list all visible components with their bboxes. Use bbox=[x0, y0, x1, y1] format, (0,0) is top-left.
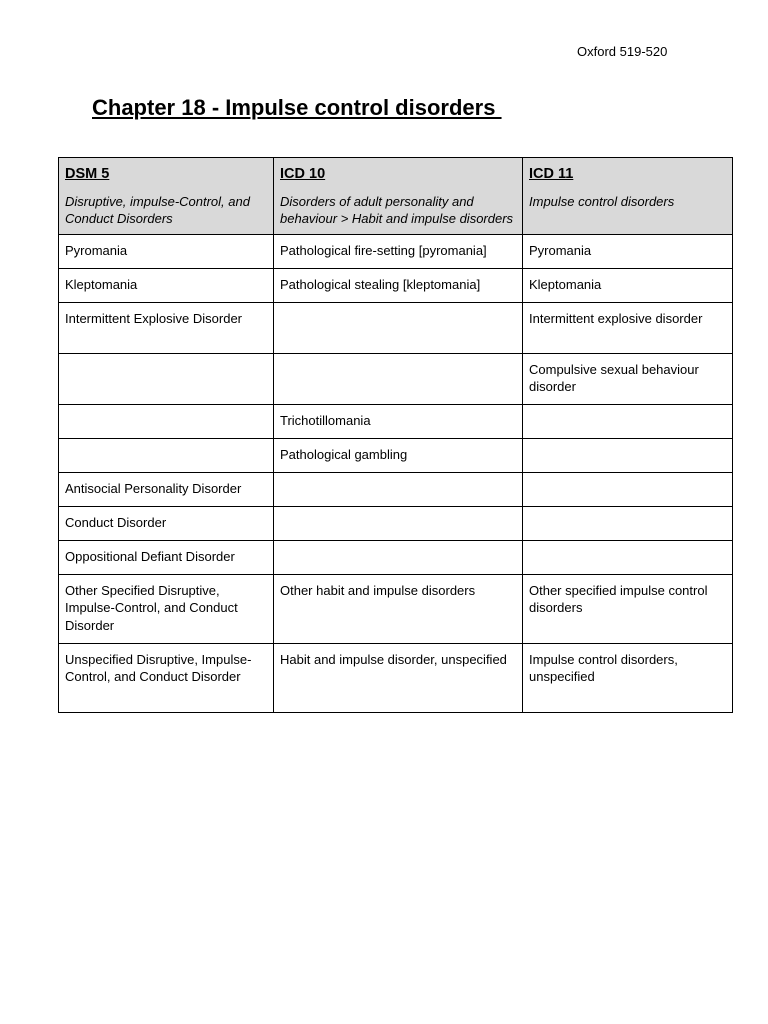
table-cell bbox=[59, 438, 274, 472]
table-cell: Oppositional Defiant Disorder bbox=[59, 540, 274, 574]
table-cell: Kleptomania bbox=[59, 268, 274, 302]
table-cell: Pyromania bbox=[59, 234, 274, 268]
header-cell-icd10 bbox=[274, 158, 523, 235]
table-row bbox=[59, 438, 733, 472]
table-cell: Unspecified Disruptive, Impulse-Control, and Conduct Disorder bbox=[59, 643, 274, 712]
column-subtitle: Disorders of adult personality and behaviour > Habit and impulse disorders bbox=[280, 193, 514, 226]
table-cell bbox=[523, 404, 733, 438]
header-cell-dsm5 bbox=[59, 158, 274, 235]
table-cell: Impulse control disorders, unspecified bbox=[523, 643, 733, 712]
table-cell: Pathological fire-setting [pyromania] bbox=[274, 234, 523, 268]
table-cell bbox=[274, 506, 523, 540]
table-cell bbox=[274, 353, 523, 404]
table-row bbox=[59, 574, 733, 643]
table-cell bbox=[523, 438, 733, 472]
table-header-row bbox=[59, 158, 733, 235]
table-cell: Intermittent explosive disorder bbox=[523, 302, 733, 353]
table-cell bbox=[59, 404, 274, 438]
table-cell: Pathological stealing [kleptomania] bbox=[274, 268, 523, 302]
table-cell: Pathological gambling bbox=[274, 438, 523, 472]
table-cell: Pyromania bbox=[523, 234, 733, 268]
table-row bbox=[59, 268, 733, 302]
table-cell: Antisocial Personality Disorder bbox=[59, 472, 274, 506]
page-reference: Oxford 519-520 bbox=[577, 44, 668, 59]
table-cell: Other specified impulse control disorders bbox=[523, 574, 733, 643]
table-row bbox=[59, 404, 733, 438]
table-row bbox=[59, 540, 733, 574]
page-title: Chapter 18 - Impulse control disorders bbox=[92, 95, 502, 120]
table-cell: Intermittent Explosive Disorder bbox=[59, 302, 274, 353]
table-cell bbox=[59, 353, 274, 404]
column-subtitle: Impulse control disorders bbox=[529, 193, 675, 209]
table-cell: Other habit and impulse disorders bbox=[274, 574, 523, 643]
table-cell: Habit and impulse disorder, unspecified bbox=[274, 643, 523, 712]
table-cell bbox=[274, 302, 523, 353]
table-cell: Compulsive sexual behaviour disorder bbox=[523, 353, 733, 404]
column-name: DSM 5 bbox=[65, 166, 110, 182]
table-row bbox=[59, 302, 733, 353]
column-name: ICD 10 bbox=[280, 166, 326, 182]
table-cell bbox=[274, 472, 523, 506]
table-row bbox=[59, 472, 733, 506]
table-row bbox=[59, 353, 733, 404]
table-row bbox=[59, 643, 733, 712]
table-cell: Kleptomania bbox=[523, 268, 733, 302]
classification-table bbox=[58, 157, 733, 713]
header-cell-icd11 bbox=[523, 158, 733, 235]
table-cell: Other Specified Disruptive, Impulse-Control, and Conduct Disorder bbox=[59, 574, 274, 643]
table-row bbox=[59, 506, 733, 540]
column-name: ICD 11 bbox=[529, 166, 574, 182]
table-cell: Trichotillomania bbox=[274, 404, 523, 438]
table-cell bbox=[523, 540, 733, 574]
table-row bbox=[59, 234, 733, 268]
table-cell bbox=[523, 506, 733, 540]
column-subtitle: Disruptive, impulse-Control, and Conduct Disorders bbox=[65, 193, 250, 226]
table-cell: Conduct Disorder bbox=[59, 506, 274, 540]
table-cell bbox=[274, 540, 523, 574]
table-cell bbox=[523, 472, 733, 506]
